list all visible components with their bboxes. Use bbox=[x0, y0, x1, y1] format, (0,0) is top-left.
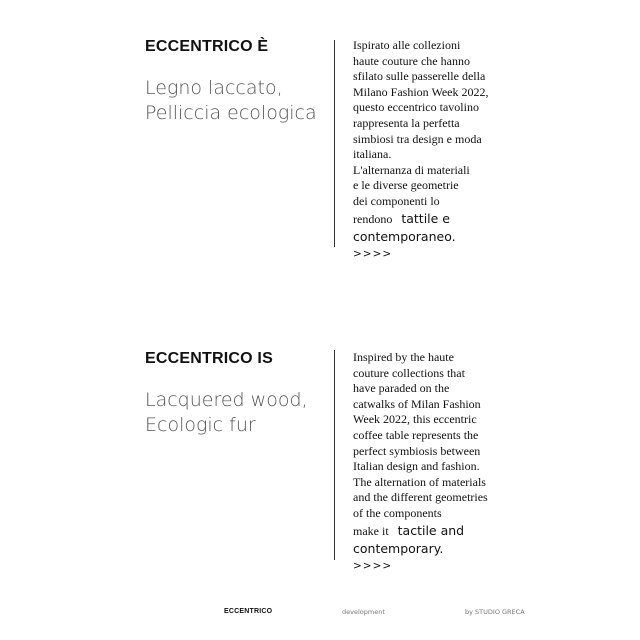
paragraph-line: coffee table represents the bbox=[353, 427, 479, 442]
emphasis-line bbox=[353, 210, 513, 228]
paragraph-line: The alternation of materials bbox=[353, 474, 486, 489]
paragraph-line: Milano Fashion Week 2022, bbox=[353, 84, 489, 99]
lead-in-text: make it bbox=[353, 523, 389, 538]
paragraph-line: dei componenti lo bbox=[353, 193, 440, 208]
section-heading: ECCENTRICO È bbox=[145, 38, 269, 55]
paragraph-line: Italian design and fashion. bbox=[353, 459, 480, 474]
emphasis-text: tattile e bbox=[401, 210, 450, 226]
emphasis-text: contemporary. bbox=[353, 540, 444, 556]
emphasis-text: tactile and bbox=[397, 522, 465, 538]
section-heading: ECCENTRICO IS bbox=[145, 350, 273, 367]
lead-in-text: rendono bbox=[353, 211, 393, 226]
paragraph-line: catwalks of Milan Fashion bbox=[353, 396, 481, 411]
paragraph-line: Inspired by the haute bbox=[353, 350, 454, 364]
paragraph-line: of the components bbox=[353, 505, 442, 520]
paragraph-line: perfect symbiosis between bbox=[353, 443, 481, 458]
material-line: Ecologic fur bbox=[145, 414, 256, 436]
material-line: Lacquered wood, bbox=[145, 389, 308, 411]
materials-subtitle bbox=[145, 388, 308, 438]
more-arrows: >>>> bbox=[353, 247, 393, 260]
paragraph-line: italiana. bbox=[353, 147, 392, 162]
footer-brand: ECCENTRICO bbox=[224, 608, 273, 615]
material-line: Legno laccato, bbox=[145, 77, 283, 99]
paragraph-line: L'alternanza di materiali bbox=[353, 162, 470, 177]
paragraph-line: questo eccentrico tavolino bbox=[353, 100, 479, 115]
paragraph-line: have paraded on the bbox=[353, 381, 450, 396]
more-arrows: >>>> bbox=[353, 559, 393, 572]
paragraph-line: e le diverse geometrie bbox=[353, 178, 459, 193]
footer-development: development bbox=[342, 608, 385, 616]
paragraph-line: Ispirato alle collezioni bbox=[353, 38, 461, 52]
paragraph-line: Week 2022, this eccentric bbox=[353, 412, 477, 427]
emphasis-line bbox=[353, 522, 513, 540]
paragraph-line: haute couture che hanno bbox=[353, 53, 470, 68]
paragraph-line: simbiosi tra design e moda bbox=[353, 131, 482, 146]
paragraph-line: couture collections that bbox=[353, 365, 465, 380]
footer-studio-credit: by STUDIO GRECA bbox=[465, 608, 525, 616]
paragraph-line: rappresenta la perfetta bbox=[353, 115, 460, 130]
description-paragraph bbox=[353, 38, 513, 262]
page-footer bbox=[0, 608, 640, 624]
vertical-divider bbox=[334, 350, 335, 560]
paragraph-line: sfilato sulle passerelle della bbox=[353, 69, 486, 84]
emphasis-text: contemporaneo. bbox=[353, 228, 456, 244]
material-line: Pelliccia ecologica bbox=[145, 102, 317, 124]
vertical-divider bbox=[334, 40, 335, 247]
materials-subtitle bbox=[145, 76, 317, 126]
paragraph-line: and the different geometries bbox=[353, 490, 488, 505]
description-paragraph bbox=[353, 350, 513, 574]
